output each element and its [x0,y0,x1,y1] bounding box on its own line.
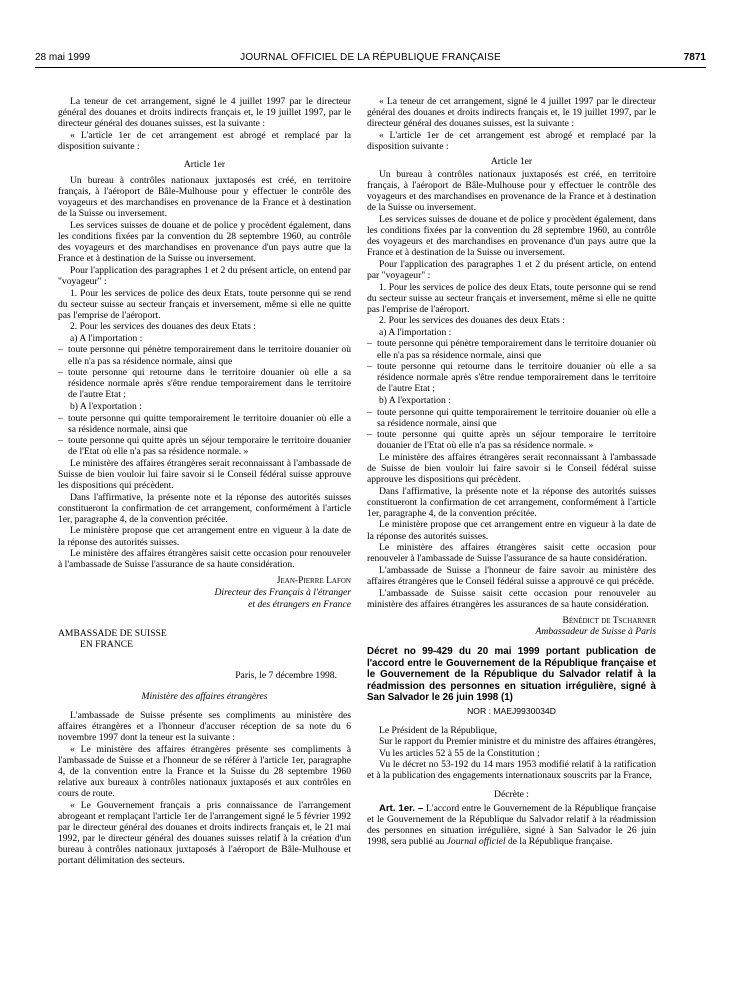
paragraph: b) A l'exportation : [379,394,451,406]
issue-date: 28 mai 1999 [35,52,91,63]
paragraph: Le ministère des affaires étrangères saisit cette occasion pour renouveler à l'ambassade de Suisse l'assurance de sa haute considération. [58,548,351,571]
list-item: – toute personne qui pénètre temporairement dans le territoire douanier où elle n'a pas sa résidence normale, ainsi que [58,344,351,366]
list-item: – toute personne qui quitte après un séjour temporaire le territoire douanier de l'Etat où elle n'a pas sa résidence normale. » [58,435,351,457]
paragraph: 2. Pour les services des douanes des deux Etats : [379,315,565,327]
signature-name: Jean-Pierre Lafon [276,575,351,587]
paragraph: a) A l'importation : [70,332,143,344]
paragraph: L'ambassade de Suisse saisit cette occasion pour renouveler au ministère des affaires étrangères les assurances de sa haute considération. [367,587,656,610]
article-paragraph [367,803,656,847]
article-end: de la République française. [507,835,613,847]
nor-reference: NOR : MAEJ9930034D [467,706,556,717]
list-item: – toute personne qui pénètre temporairement dans le territoire douanier où elle n'a pas sa résidence normale, ainsi que [367,338,656,360]
right-column [367,96,656,847]
paragraph: Le Président de la République, [379,724,498,736]
article-title: Article 1er [183,158,226,170]
paragraph: Un bureau à contrôles nationaux juxtaposés est créé, en territoire français, à l'aéroport de Bâle-Mulhouse pour y effectuer le contrôle des voyageurs et des marchandises en provenance de la France et à destination de la Suisse ou inversement. [58,175,351,220]
paragraph: Le ministère des affaires étrangères serait reconnaissant à l'ambassade de Suisse de bien vouloir lui faire savoir si le Conseil fédéral suisse approuve les dispositions qui précèdent. [367,451,656,486]
list-item: – toute personne qui retourne dans le territoire douanier où elle a sa résidence normale après s'être rendue temporairement dans le territoire de l'autre Etat ; [58,367,351,400]
embassy-line: AMBASSADE DE SUISSE [58,627,167,639]
left-column [58,96,351,867]
paragraph: Les services suisses de douane et de police y procèdent également, dans les conditions fixées par la convention du 28 septembre 1960, au contrôle des voyageurs et des marchandises en provenance d'un pays autre que la France et à destination de la Suisse ou inversement. [367,213,656,259]
article-label: Art. 1er. – [379,802,424,814]
ministry-heading: Ministère des affaires étrangères [141,690,268,702]
article-text: L'accord entre le Gouvernement de la République française et le Gouvernement de la République du Salvador relatif à la réadmission des personnes en situation irrégulière, signé à San Salvador le 26 juin 1998, sera publié au [367,802,656,847]
paragraph: Vu les articles 52 à 55 de la Constitution ; [379,747,540,759]
page-number: 7871 [683,52,706,63]
paragraph: Dans l'affirmative, la présente note et la réponse des autorités suisses constitueront la confirmation de cet arrangement, conformément à l'article 1er, paragraphe 4, de la convention précitée. [367,485,656,519]
article-title: Article 1er [490,155,533,167]
paragraph: 2. Pour les services des douanes des deux Etats : [70,321,256,333]
paragraph: Sur le rapport du Premier ministre et du ministre des affaires étrangères, [379,736,656,748]
paragraph: « L'article 1er de cet arrangement est abrogé et remplacé par la disposition suivante : [58,129,351,152]
journal-reference: Journal officiel [446,835,506,847]
paragraph: 1. Pour les services de police des deux Etats, toute personne qui se rend du secteur suisse au secteur français et inversement, même si elle ne quitte pas l'emprise de l'aéroport. [58,287,351,321]
paragraph: La teneur de cet arrangement, signé le 4 juillet 1997 par le directeur général des douanes et droits indirects français et, le 19 juillet 1997, par le directeur général des douanes suisses, est la suivante : [58,96,351,130]
paragraph: Un bureau à contrôles nationaux juxtaposés est créé, en territoire français, à l'aéroport de Bâle-Mulhouse pour y effectuer le contrôle des voyageurs et des marchandises en provenance de la France et à destination de la Suisse ou inversement. [367,169,656,214]
paragraph: « L'article 1er de cet arrangement est abrogé et remplacé par la disposition suivante : [367,129,656,152]
list-item: – toute personne qui quitte temporairement le territoire douanier où elle a sa résidence normale, ainsi que [367,407,656,429]
decrete-heading: Décrète : [494,788,529,800]
paragraph: a) A l'importation : [379,326,452,338]
list-item: – toute personne qui quitte temporairement le territoire douanier où elle a sa résidence normale, ainsi que [58,413,351,435]
paragraph: Le ministère propose que cet arrangement entre en vigueur à la date de la réponse des autorités suisses. [58,525,351,548]
list-item: – toute personne qui quitte après un séjour temporaire le territoire douanier de l'Etat où elle n'a pas sa résidence normale. » [367,429,656,451]
paragraph: Le ministère propose que cet arrangement entre en vigueur à la date de la réponse des autorités suisses. [367,519,656,542]
signature-title: et des étrangers en France [248,598,351,610]
paragraph: Pour l'application des paragraphes 1 et 2 du présent article, on entend par "voyageur" : [58,264,351,287]
paragraph: Dans l'affirmative, la présente note et la réponse des autorités suisses constitueront la confirmation de cet arrangement, conformément à l'article 1er, paragraphe 4, de la convention précitée. [58,491,351,525]
paragraph: « Le ministère des affaires étrangères présente ses compliments à l'ambassade de Suisse et a l'honneur de se référer à l'article 1er, paragraphe 4, de la convention entre la France et la Suisse du 28 septembre 1960 relative aux bureaux à contrôles nationaux juxtaposés et aux contrôles en cours de route. [58,743,351,799]
header-rule [35,67,706,68]
journal-title: JOURNAL OFFICIEL DE LA RÉPUBLIQUE FRANÇAISE [240,52,501,63]
paragraph: Pour l'application des paragraphes 1 et 2 du présent article, on entend par "voyageur" : [367,258,656,281]
paragraph: Les services suisses de douane et de police y procèdent également, dans les conditions fixées par la convention du 28 septembre 1960, au contrôle des voyageurs et des marchandises en provenance d'un pays autre que la France et à destination de la Suisse ou inversement. [58,219,351,265]
signature-title: Directeur des Français à l'étranger [214,586,351,598]
paragraph: 1. Pour les services de police des deux Etats, toute personne qui se rend du secteur suisse au secteur français et inversement, même si elle ne quitte pas l'emprise de l'aéroport. [367,281,656,315]
signature-name: Bénédict de Tscharner [562,614,656,626]
place-date: Paris, le 7 décembre 1998. [235,669,337,681]
paragraph: L'ambassade de Suisse présente ses compliments au ministère des affaires étrangères et a l'honneur d'accuser réception de sa note du 6 novembre 1997 dont la teneur est la suivante : [58,709,351,743]
paragraph: Le ministère des affaires étrangères saisit cette occasion pour renouveler à l'ambassade de Suisse l'assurance de sa haute considération. [367,542,656,565]
decree-title: Décret no 99-429 du 20 mai 1999 portant publication de l'accord entre le Gouvernement de la République française et le Gouvernement de la République du Salvador relatif à la réadmission des personnes en situation irrégulière, signé à San Salvador le 26 juin 1998 (1) [367,646,656,704]
paragraph: Le ministère des affaires étrangères serait reconnaissant à l'ambassade de Suisse de bien vouloir lui faire savoir si le Conseil fédéral suisse approuve les dispositions qui précèdent. [58,457,351,492]
paragraph: Vu le décret no 53-192 du 14 mars 1953 modifié relatif à la ratification et à la publication des engagements internationaux souscrits par la France, [367,759,656,782]
paragraph: « Le Gouvernement français a pris connaissance de l'arrangement abrogeant et remplaçant l'article 1er de l'arrangement signé le 5 février 1992 par le directeur général des douanes et droits indirects français et, le 21 mai 1992, par le directeur général des douanes suisses relatif à la création d'un bureau à contrôles nationaux juxtaposés à l'aéroport de Bâle-Mulhouse et portant délimitation des secteurs. [58,799,351,867]
paragraph: « La teneur de cet arrangement, signé le 4 juillet 1997 par le directeur général des douanes et droits indirects français et, le 19 juillet 1997, par le directeur général des douanes suisses, est la suivante : [367,96,656,130]
list-item: – toute personne qui retourne dans le territoire douanier où elle a sa résidence normale après s'être rendue temporairement dans le territoire de l'autre Etat ; [367,361,656,394]
embassy-line: EN FRANCE [80,638,134,650]
page-header [35,52,706,68]
signature-title: Ambassadeur de Suisse à Paris [535,626,656,638]
paragraph: b) A l'exportation : [70,400,142,412]
paragraph: L'ambassade de Suisse a l'honneur de faire savoir au ministère des affaires étrangères que le Conseil fédéral suisse a approuvé ce qui précède. [367,564,656,587]
embassy-heading [58,628,351,650]
